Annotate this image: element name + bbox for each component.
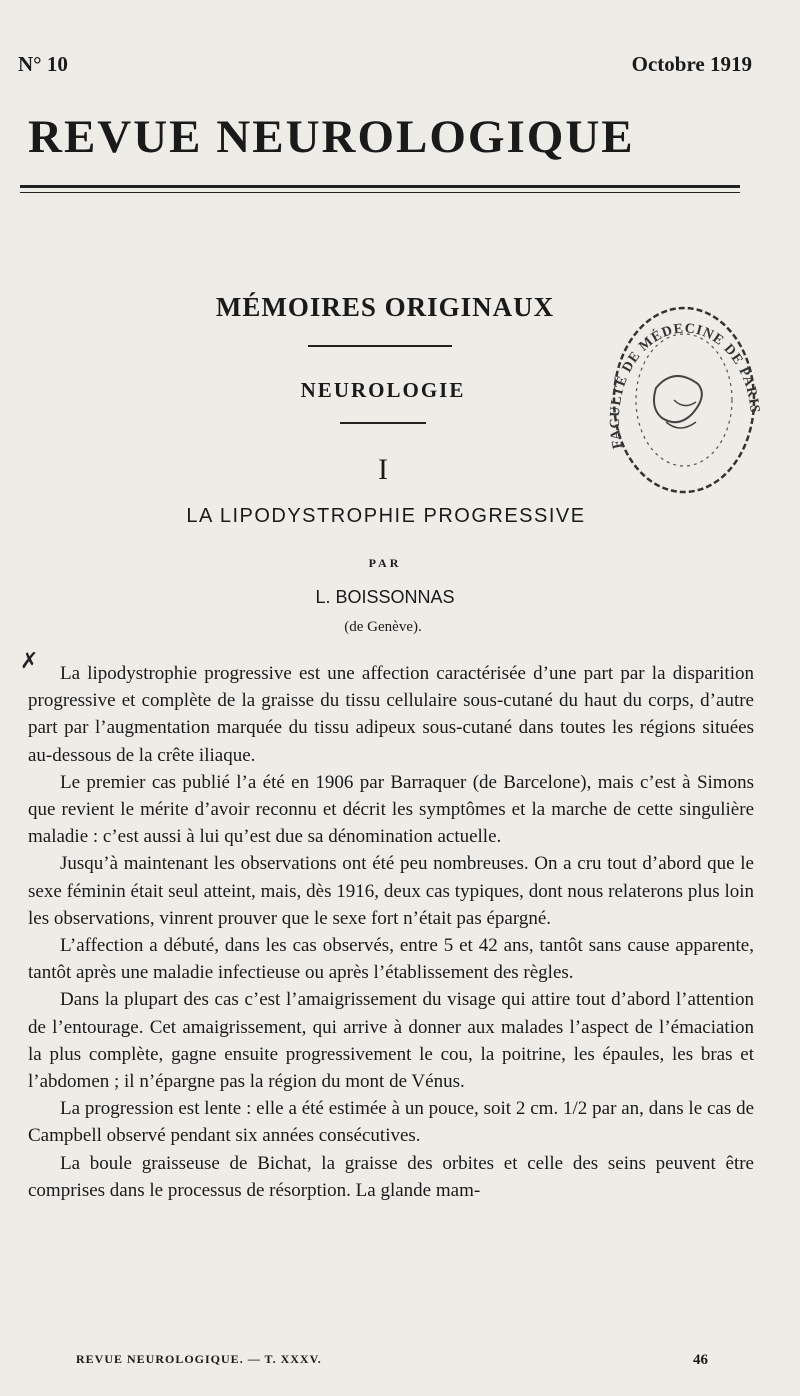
margin-mark-icon: ✗ — [20, 648, 39, 673]
library-stamp-icon — [604, 300, 764, 510]
subsection-heading: NEUROLOGIE — [300, 378, 466, 402]
author-affiliation: (de Genève). — [344, 619, 422, 635]
article-title: LA LIPODYSTROPHIE PROGRESSIVE — [186, 505, 586, 527]
paragraph: La progression est lente : elle a été estimée à un pouce, soit 2 cm. 1/2 par an, dans le cas de Campbell observé pendant six années consécutives. — [28, 1098, 754, 1147]
section-divider — [308, 345, 452, 347]
article-body — [28, 660, 754, 1204]
subsection-divider — [340, 422, 426, 424]
paragraph: La lipodystrophie progressive est une affection caractérisée d’une part par la disparition progressive et complète de la graisse du tissu cellulaire sous-cutané du haut du corps, d’autre part par l’augmentation marquée du tissu adipeux sous-cutané dans toutes les régions situées au-dessous de la crête iliaque. — [28, 663, 754, 766]
paragraph: L’affection a débuté, dans les cas observés, entre 5 et 42 ans, tantôt sans cause apparente, tantôt après une maladie infectieuse ou après l’établissement des règles. — [28, 935, 754, 984]
issue-date: Octobre 1919 — [631, 52, 752, 76]
journal-title: REVUE NEUROLOGIQUE — [28, 111, 635, 163]
article-number: I — [378, 453, 388, 486]
title-rule-thick — [20, 185, 740, 188]
title-rule-thin — [20, 192, 740, 193]
issue-number: N° 10 — [18, 52, 68, 76]
paragraph: Dans la plupart des cas c’est l’amaigrissement du visage qui attire tout d’abord l’attention de l’entourage. Cet amaigrissement, qui arrive à donner aux malades l’aspect de l’émaciation la plus complète, gagne ensuite progressivement le cou, la poitrine, les épaules, les bras et l’abdomen ; il n’épargne pas la région du mont de Vénus. — [28, 989, 754, 1093]
paragraph: Le premier cas publié l’a été en 1906 par Barraquer (de Barcelone), mais c’est à Simons que revient le mérite d’avoir reconnu et décrit les symptômes et la marche de cette singulière maladie : c’est aussi à lui qu’est due sa dénomination actuelle. — [28, 771, 754, 848]
signature-number: 46 — [693, 1352, 708, 1368]
byline-label: PAR — [368, 556, 402, 570]
svg-text:FACULTÉ DE MÉDECINE DE PARIS: FACULTÉ DE MÉDECINE DE PARIS — [607, 321, 762, 450]
author-name: L. BOISSONNAS — [315, 587, 455, 607]
paragraph: La boule graisseuse de Bichat, la graisse des orbites et celle des seins peuvent être comprises dans le processus de résorption. La glande mam- — [28, 1152, 754, 1201]
section-heading: MÉMOIRES ORIGINAUX — [215, 292, 555, 322]
running-title: REVUE NEUROLOGIQUE. — T. XXXV. — [76, 1352, 322, 1366]
paragraph: Jusqu’à maintenant les observations ont été peu nombreuses. On a cru tout d’abord que le sexe féminin était seul atteint, mais, dès 1916, deux cas typiques, dont nous relaterons plus loin les observations, vinrent prouver que le sexe fort n’était pas épargné. — [28, 853, 754, 929]
